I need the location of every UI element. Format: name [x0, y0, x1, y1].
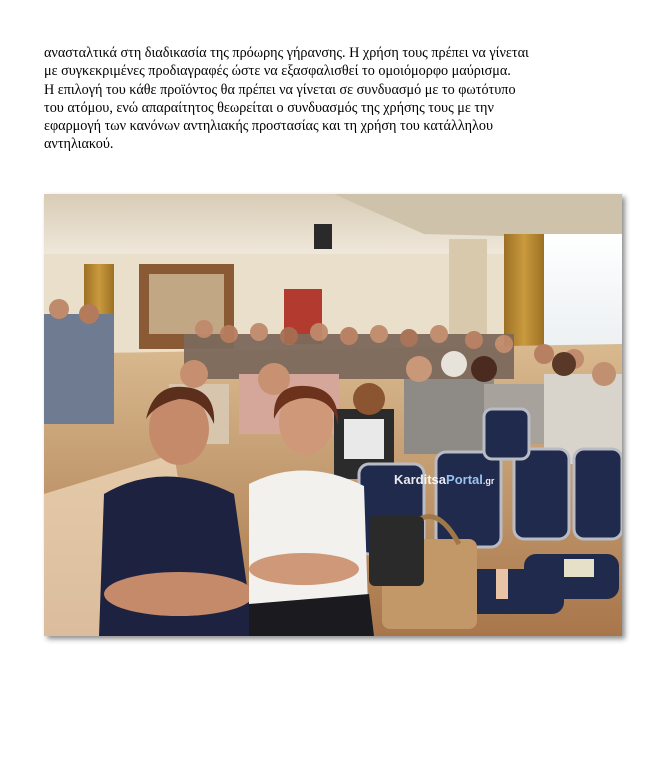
watermark-tld: .gr — [482, 476, 495, 486]
paragraph-line: Η επιλογή του κάθε προϊόντος θα πρέπει να γίνεται σε συνδυασμό με το φωτότυπο — [44, 81, 516, 98]
watermark-suffix: Portal — [446, 472, 483, 487]
watermark-prefix: Karditsa — [394, 472, 447, 487]
doorway-glass — [149, 274, 224, 334]
article-paragraph — [44, 44, 634, 154]
speaker — [314, 224, 332, 249]
paragraph-line: του ατόμου, ενώ απαραίτητος θεωρείται ο συνδυασμός της χρήσης τους με την — [44, 99, 494, 116]
paragraph-line: με συγκεκριμένες προδιαγραφές ώστε να εξασφαλισθεί το ομοιόμορφο μαύρισμα. — [44, 63, 511, 80]
paragraph-line: ανασταλτικά στη διαδικασία της πρόωρης γήρανσης. Η χρήση τους πρέπει να γίνεται — [44, 45, 529, 61]
paragraph-line: αντηλιακού. — [44, 136, 114, 153]
paragraph-line: εφαρμογή των κανόνων αντηλιακής προστασίας και τη χρήση του κατάλληλου — [44, 118, 494, 135]
photo-watermark — [394, 472, 495, 487]
event-photo — [44, 194, 622, 636]
left-audience — [44, 299, 114, 424]
audience-photo-illustration — [44, 194, 622, 636]
